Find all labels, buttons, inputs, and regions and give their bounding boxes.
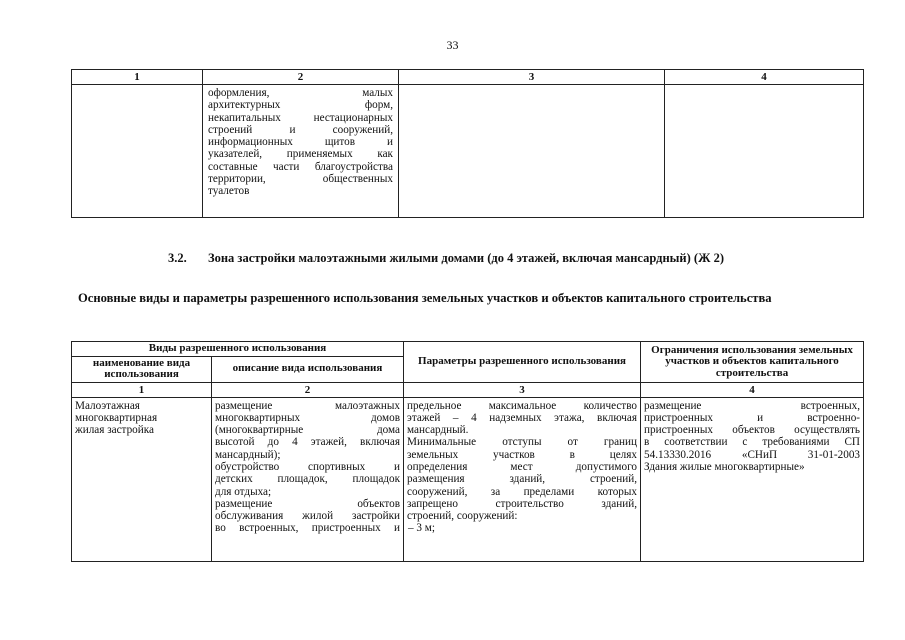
cell-line: строений и сооружений, bbox=[208, 123, 393, 136]
limits-header: Ограничения использования земельных участков и объектов капитального строительства bbox=[641, 342, 864, 383]
header-cell: 2 bbox=[203, 70, 399, 85]
cell-line: указателей, применяемых как bbox=[208, 148, 393, 161]
section-title: Зона застройки малоэтажными жилыми домами (до 4 этажей, включая мансардный) (Ж 2) bbox=[208, 251, 724, 265]
cell-line: предельное максимальное количество bbox=[407, 399, 638, 412]
section-number: 3.2. bbox=[168, 251, 187, 265]
cell-line: некапитальных нестационарных bbox=[208, 111, 393, 124]
table-cell bbox=[399, 85, 665, 218]
cell-line: территории, общественных bbox=[208, 173, 393, 186]
cell-line: архитектурных форм, bbox=[208, 99, 393, 112]
cell-line: детских площадок, площадок bbox=[215, 473, 401, 486]
desc-header: описание вида использования bbox=[212, 356, 404, 382]
cell-line: запрещено строительство зданий, bbox=[407, 497, 638, 510]
cell-line: мансардный); bbox=[215, 448, 281, 461]
params-header: Параметры разрешенного использования bbox=[404, 342, 641, 383]
header-cell: 4 bbox=[665, 70, 864, 85]
cell-line: оформления, малых bbox=[208, 87, 393, 99]
cell-line: высотой до 4 этажей, включая bbox=[215, 436, 401, 449]
column-number-row bbox=[72, 382, 864, 397]
header-cell: 1 bbox=[72, 70, 203, 85]
column-number: 4 bbox=[641, 382, 864, 397]
column-number: 2 bbox=[212, 382, 404, 397]
cell-line: размещение малоэтажных bbox=[215, 399, 401, 412]
table-row bbox=[72, 397, 864, 561]
page-number: 33 bbox=[446, 38, 459, 52]
cell-line: Минимальные отступы от границ bbox=[407, 436, 638, 449]
table-cell bbox=[72, 85, 203, 218]
cell-line: размещения зданий, строений, bbox=[407, 473, 638, 486]
cell-line: для отдыха; bbox=[215, 485, 272, 498]
cell-line: (многоквартирные дома bbox=[215, 424, 401, 437]
table-caption: Основные виды и параметры разрешенного использования земельных участков и объектов капитального строительства bbox=[78, 291, 772, 305]
main-table-header-row bbox=[72, 342, 864, 357]
cell-line: размещение встроенных, bbox=[644, 399, 861, 412]
cell-line: туалетов bbox=[208, 185, 250, 198]
cell-line: пристроенных и встроенно- bbox=[644, 411, 861, 424]
cell-line: 54.13330.2016 «СНиП 31-01-2003 bbox=[644, 448, 861, 461]
cell-line: земельных участков в целях bbox=[407, 448, 638, 461]
top-table-header-row bbox=[72, 70, 864, 85]
cell-line: мансардный. bbox=[407, 424, 469, 437]
use-description-cell bbox=[212, 397, 404, 561]
cell-line: – 3 м; bbox=[408, 522, 435, 535]
parameters-cell bbox=[404, 397, 641, 561]
cell-line: Малоэтажная bbox=[75, 399, 140, 412]
table-cell bbox=[665, 85, 864, 218]
cell-line: определения мест допустимого bbox=[407, 460, 638, 473]
main-table bbox=[71, 341, 864, 562]
header-cell: 3 bbox=[399, 70, 665, 85]
limitations-cell bbox=[641, 397, 864, 561]
table-row bbox=[72, 85, 864, 218]
cell-line: информационных щитов и bbox=[208, 136, 393, 149]
use-name-cell bbox=[72, 397, 212, 561]
cell-line: обслуживания жилой застройки bbox=[215, 510, 401, 523]
cell-line: Здания жилые многоквартирные» bbox=[644, 460, 805, 473]
column-number: 3 bbox=[404, 382, 641, 397]
cell-line: многоквартирных домов bbox=[215, 411, 401, 424]
cell-line: многоквартирная bbox=[75, 411, 158, 424]
cell-line: размещение объектов bbox=[215, 497, 401, 510]
cell-line: строений, сооружений: bbox=[407, 510, 518, 523]
cell-line: пристроенных объектов осуществлять bbox=[644, 424, 861, 437]
column-number: 1 bbox=[72, 382, 212, 397]
group-header: Виды разрешенного использования bbox=[72, 342, 404, 357]
cell-line: этажей – 4 надземных этажа, включая bbox=[407, 411, 638, 424]
cell-line: обустройство спортивных и bbox=[215, 460, 401, 473]
name-header: наименование вида использования bbox=[72, 356, 212, 382]
table-cell bbox=[203, 85, 399, 218]
cell-line: жилая застройка bbox=[75, 424, 154, 437]
cell-line: составные части благоустройства bbox=[208, 160, 393, 173]
cell-line: в соответствии с требованиями СП bbox=[644, 436, 861, 449]
top-table bbox=[71, 69, 864, 218]
cell-line: сооружений, за пределами которых bbox=[407, 485, 638, 498]
cell-line: во встроенных, пристроенных и bbox=[215, 522, 401, 535]
